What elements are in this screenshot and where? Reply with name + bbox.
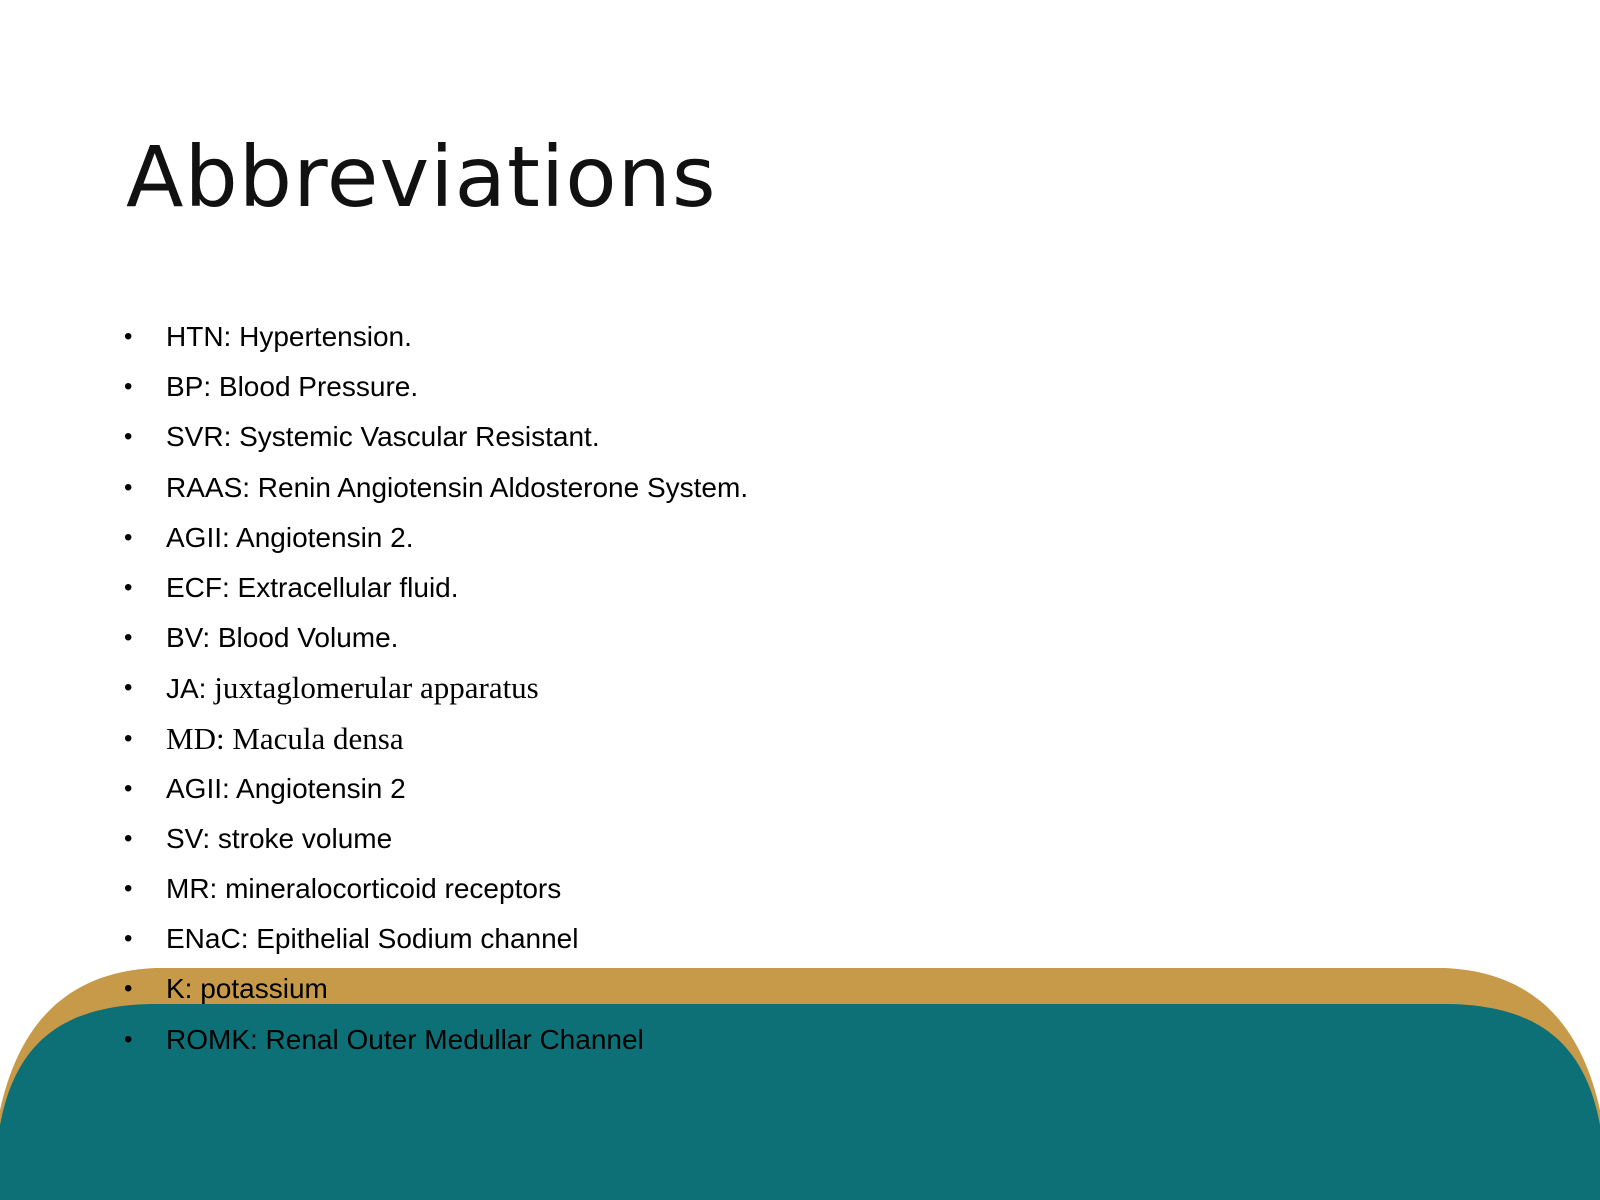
abbreviation-meaning: juxtaglomerular apparatus	[214, 670, 539, 706]
bullet-icon: •	[124, 373, 133, 401]
slide-title: Abbreviations	[126, 128, 717, 226]
bullet-icon: •	[124, 473, 133, 501]
abbreviation-text: ECF: Extracellular fluid.	[166, 571, 459, 603]
bullet-icon: •	[124, 975, 133, 1003]
abbreviation-text: SV: stroke volume	[166, 822, 393, 854]
abbreviation-text	[166, 663, 539, 714]
abbreviation-text: ROMK: Renal Outer Medullar Channel	[166, 1023, 644, 1055]
bullet-icon: •	[124, 573, 133, 601]
abbreviation-key: JA:	[166, 673, 215, 705]
abbreviation-text: BP: Blood Pressure.	[166, 371, 419, 403]
abbreviation-text: BV: Blood Volume.	[166, 622, 399, 654]
abbreviation-text: MR: mineralocorticoid receptors	[166, 873, 562, 905]
abbreviation-text: MD: Macula densa	[166, 720, 404, 756]
bullet-icon: •	[124, 323, 133, 350]
bullet-icon: •	[124, 523, 133, 551]
bullet-icon: •	[124, 774, 133, 802]
abbreviation-text: K: potassium	[166, 973, 328, 1005]
bullet-icon: •	[124, 1025, 133, 1053]
abbreviation-text: RAAS: Renin Angiotensin Aldosterone System.	[166, 471, 749, 503]
bullet-icon: •	[124, 875, 133, 903]
abbreviation-text: HTN: Hypertension.	[166, 321, 412, 352]
bullet-icon: •	[124, 423, 133, 451]
abbreviation-text: SVR: Systemic Vascular Resistant.	[166, 421, 600, 453]
abbreviation-text: AGII: Angiotensin 2	[166, 772, 406, 804]
bullet-icon: •	[124, 624, 133, 652]
bullet-icon: •	[124, 824, 133, 852]
bullet-icon: •	[124, 674, 133, 702]
abbreviation-text: AGII: Angiotensin 2.	[166, 521, 414, 553]
bullet-icon: •	[124, 724, 133, 752]
abbreviation-text: ENaC: Epithelial Sodium channel	[166, 923, 579, 955]
bullet-icon: •	[124, 925, 133, 953]
